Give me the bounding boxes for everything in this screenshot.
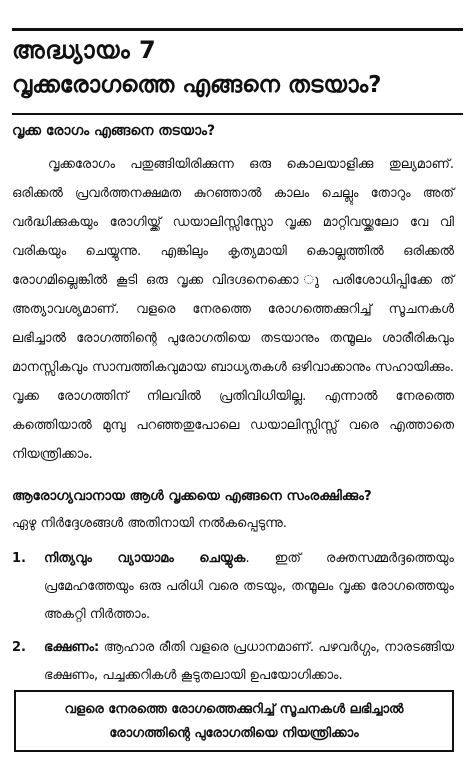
callout-line-2: രോഗത്തിന്റെ പുരോഗതിയെ നിയന്ത്രിക്കാം — [109, 726, 359, 741]
section-heading-protection: ആരോഗ്യവാനായ ആൾ വൃക്കയെ എങ്ങനെ സംരക്ഷിക്കും? — [12, 488, 372, 504]
callout-line-1: വളരെ നേരത്തെ രോഗത്തെക്കുറിച്ച് സൂചനകൾ ലഭിച്ചാൽ — [64, 702, 404, 717]
list-item-text: ആഹാര രീതി വളരെ പ്രധാനമാണ്. പഴവർഗ്ഗം, നാരടങ്ങിയ ഭക്ഷണം, പച്ചക്കറികൾ കൂടുതലായി ഉപയോഗിക്കാം. — [44, 640, 454, 683]
chapter-title: വൃക്കരോഗത്തെ എങ്ങനെ തടയാം? — [12, 72, 382, 98]
section-intro: ഏഴു നിർദ്ദേശങ്ങൾ അതിനായി നൽകപ്പെടുന്നു. — [12, 516, 287, 531]
list-item — [12, 545, 454, 629]
list-item-body — [44, 634, 454, 690]
title-rule — [12, 113, 463, 115]
callout-box — [14, 690, 454, 752]
chapter-label: അദ്ധ്യായം 7 — [12, 36, 157, 64]
list-item — [12, 634, 454, 690]
section-paragraph: വൃക്കരോഗം പതുങ്ങിയിരിക്കുന്ന ഒരു കൊലയാളിക്കു തുല്യമാണ്. ഒരിക്കൽ പ്രവർത്തനക്ഷമത കുറഞ്ഞാൽ കാലം ചെല്ലും തോറും അത് വർദ്ധിക്കുകയും രോഗിയ്ക്ക് ഡയാലിസ്സിസ്സോ വൃക്ക മാറ്റിവയ്ക്കലോ വേ വി വരികയും ചെയ്യുന്നു. എങ്കിലും കൃത്യമായി കൊല്ലത്തിൽ ഒരിക്കൽ രോഗമില്ലെങ്കിൽ കൂടി ഒരു വൃക്ക വിദഗ്ദനെക്കൊ ു പരിശോധിപ്പിക്കേ ത് അത്യാവശ്യമാണ്. വളരെ നേരത്തെ രോഗത്തെക്കുറിച്ച് സൂചനകൾ ലഭിച്ചാൽ രോഗത്തിന്റെ പുരോഗതിയെ തടയാനും തന്മൂലം ശാരീരികവും മാനസ്സികവും സാമ്പത്തികവുമായ ബാധ്യതകൾ ഒഴിവാക്കാനും സഹായിക്കും. വൃക്ക രോഗത്തിന് നിലവിൽ പ്രതിവിധിയില്ല. എന്നാൽ നേരത്തെ കത്തെിയാൽ മുമ്പു പറഞ്ഞതുപോലെ ഡയാലിസ്സിസ്സ് വരെ എത്താതെ നിയന്ത്രിക്കാം. — [12, 157, 454, 462]
list-item-text: . ഇത് രക്തസമ്മർദ്ദത്തെയും പ്രമേഹത്തേയും ഒരു പരിധി വരെ തടയും, തന്മൂലം വൃക്ക രോഗത്തെയും അകറ്റി നിർത്താം. — [44, 551, 454, 622]
list-item-lead: നിത്യവും വ്യായാമം ചെയ്യുക — [44, 551, 246, 566]
top-rule — [12, 28, 463, 31]
section-heading-prevention: വൃക്ക രോഗം എങ്ങനെ തടയാം? — [12, 123, 216, 139]
list-item-body — [44, 545, 454, 629]
list-item-number: 1. — [12, 551, 26, 566]
list-item-number: 2. — [12, 640, 26, 655]
list-item-lead: ഭക്ഷണം: — [44, 640, 100, 655]
